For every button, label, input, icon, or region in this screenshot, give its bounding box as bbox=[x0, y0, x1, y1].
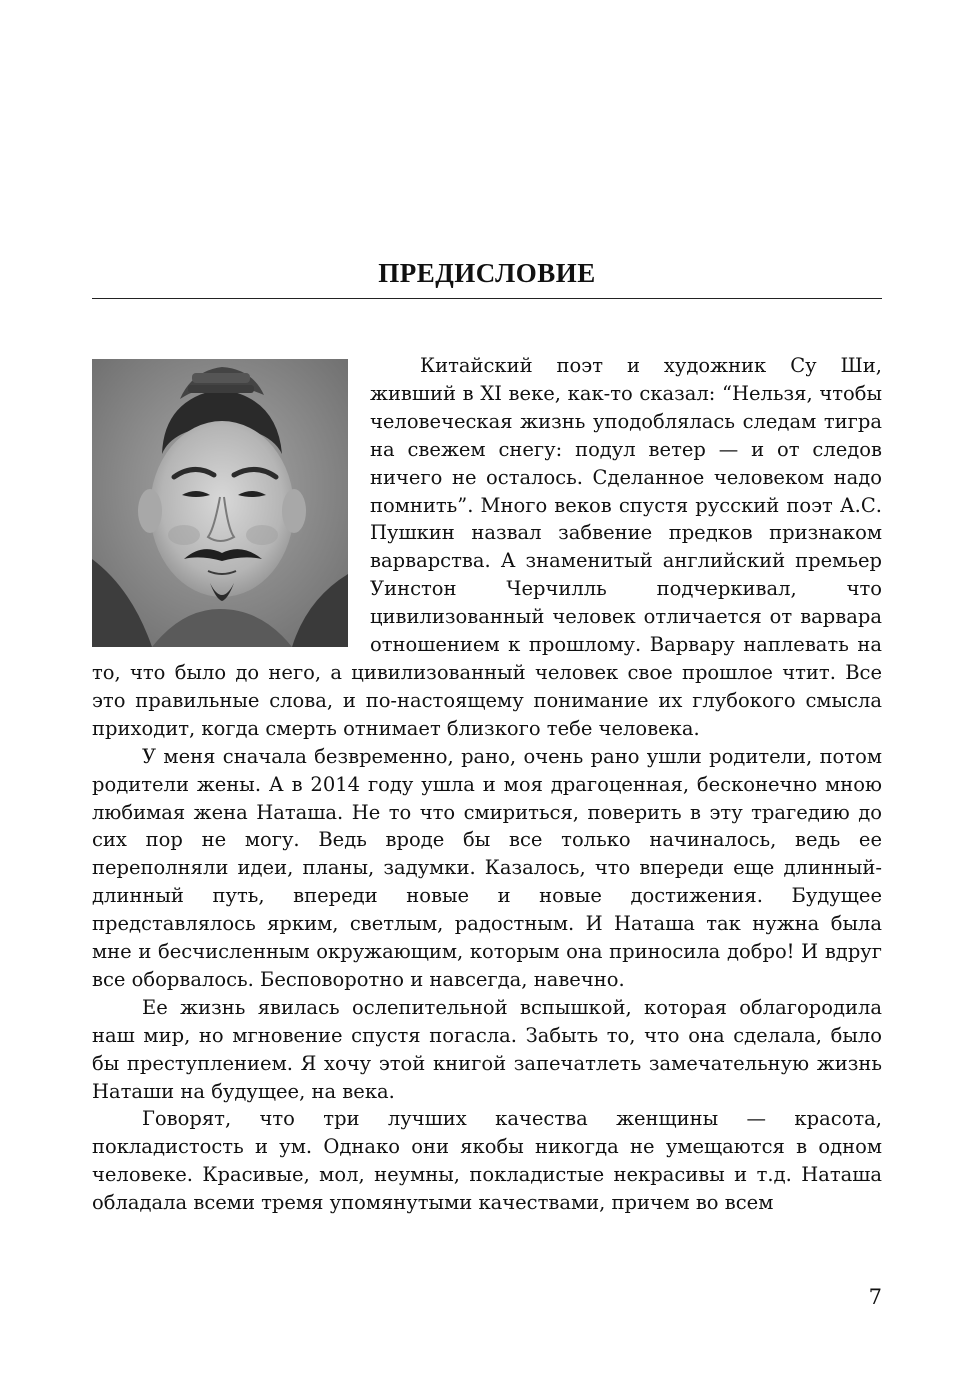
title-divider bbox=[92, 298, 882, 299]
portrait-illustration bbox=[92, 359, 348, 647]
paragraph: Говорят, что три лучших качества женщины — красота, покладистость и ум. Однако они якобы никогда не умещаются в одном человеке. Красивые, мол, неумны, покладистые некрасивы и т.д. Наташа обладала всеми тремя упомянутыми качествами, причем во всем bbox=[92, 1107, 882, 1215]
page-number: 7 bbox=[868, 1285, 882, 1309]
body-text bbox=[92, 352, 882, 1217]
paragraph: Ее жизнь явилась ослепительной вспышкой, которая облагородила наш мир, но мгновение спустя погасла. Забыть то, что она сделала, было бы преступлением. Я хочу этой книгой запечатлеть замечательную жизнь Наташи на будущее, на века. bbox=[92, 995, 882, 1103]
portrait-image bbox=[92, 359, 348, 647]
paragraph: Китайский поэт и художник Су Ши, живший в XI веке, как-то сказал: “Нельзя, чтобы человеческая жизнь уподоблялась следам тигра на свежем снегу: подул ветер — и от следов ничего не осталось. Сделанное человеком надо помнить”. Много веков спустя русский поэт А.С. Пушкин назвал забвение предков признаком варварства. А знаменитый английский премьер Уинстон Черчилль подчеркивал, что цивилизованный человек отличается от варвара отношением к прошлому. Варвару наплевать на то, что было до него, а цивилизованный человек свое прошлое чтит. Все это правильные слова, и по-настоящему понимание их глубокого смысла приходит, когда смерть отнимает близкого тебе человека. bbox=[92, 354, 882, 740]
chapter-title: ПРЕДИСЛОВИЕ bbox=[378, 258, 596, 288]
paragraph: У меня сначала безвременно, рано, очень рано ушли родители, потом родители жены. А в 2014 году ушла и моя драгоценная, бесконечно мною любимая жена Наташа. Не то что смириться, поверить в эту трагедию до сих пор не могу. Ведь вроде бы все только начиналось, ведь ее переполняли идеи, планы, задумки. Казалось, что впереди еще длинный-длинный путь, впереди новые и новые достижения. Будущее представлялось ярким, светлым, радостным. И Наташа так нужна была мне и бесчисленным окружающим, которым она приносила добро! И вдруг все оборвалось. Бесповоротно и навсегда, навечно. bbox=[92, 744, 882, 991]
